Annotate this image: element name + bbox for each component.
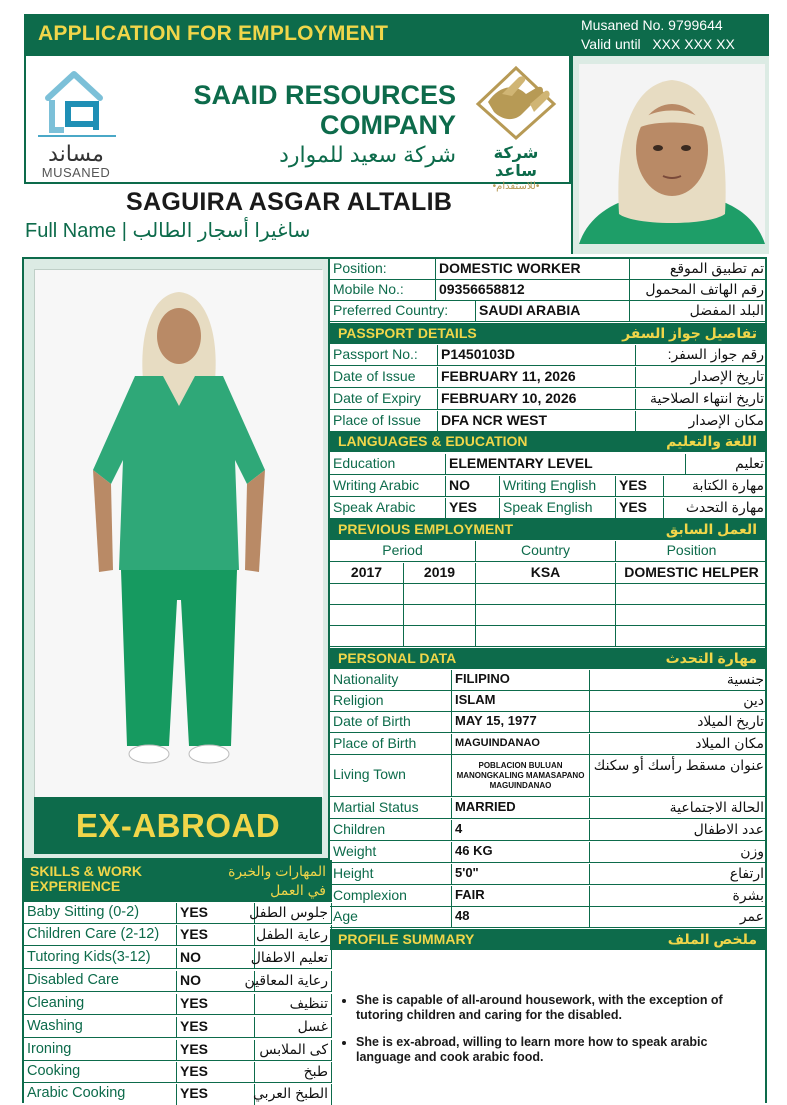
personal-label: Complexion (330, 886, 452, 906)
skill-label-ar: تنظيف (255, 994, 332, 1014)
education-row (330, 454, 767, 475)
saaid-arabic: شركة ساعد (493, 145, 539, 180)
employment-row (330, 563, 767, 584)
personal-value: ISLAM (452, 691, 590, 711)
section-title-ar: تفاصيل جواز السفر (622, 325, 757, 341)
education-label-ar: تعليم (735, 455, 764, 471)
personal-row (330, 734, 767, 755)
personal-row (330, 820, 767, 841)
info-value: 09356658812 (436, 280, 630, 300)
speak-arabic-value: YES (446, 498, 500, 518)
personal-row (330, 864, 767, 885)
skill-value: YES (177, 1040, 255, 1060)
passport-label: Place of Issue (330, 411, 438, 431)
personal-label: Age (330, 907, 452, 927)
company-name (176, 80, 456, 170)
skill-row (24, 903, 332, 924)
skills-section-header (24, 860, 332, 902)
personal-label: Nationality (330, 670, 452, 690)
personal-label-ar: دين (743, 692, 764, 708)
skill-label: Arabic Cooking (24, 1084, 177, 1105)
section-title-ar: العمل السابق (665, 521, 757, 537)
info-value: DOMESTIC WORKER (436, 259, 630, 279)
skill-row (24, 1062, 332, 1083)
speak-label-ar: مهارة التحدث (685, 499, 764, 515)
info-label-ar: البلد المفضل (689, 302, 764, 318)
section-title-ar: المهارات والخبرة في العمل (228, 863, 326, 898)
skill-label-ar: جلوس الطفل (255, 903, 332, 923)
writing-arabic-label: Writing Arabic (330, 476, 446, 496)
musaned-arabic: مساند (48, 141, 104, 166)
saaid-subtitle: •للاستقدام• (492, 181, 540, 192)
passport-row (330, 345, 767, 366)
info-row (330, 301, 767, 322)
personal-label-ar: تاريخ الميلاد (697, 713, 764, 729)
skill-row (24, 948, 332, 969)
info-row (330, 280, 767, 301)
profile-bullet: • She is ex-abroad, willing to learn more how to speak arabic language and cook arabic food. (356, 1035, 760, 1065)
speaking-row (330, 498, 767, 519)
skill-label-ar: كى الملابس (255, 1040, 332, 1060)
living-town-label: Living Town (330, 755, 452, 796)
section-title-ar: اللغة والتعليم (666, 433, 757, 449)
skill-label-ar: رعاية المعاقين (255, 971, 332, 991)
personal-label: Date of Birth (330, 712, 452, 732)
info-label: Position: (330, 259, 436, 279)
section-title: PREVIOUS EMPLOYMENT (338, 521, 514, 537)
skill-value: YES (177, 925, 255, 945)
skill-row (24, 1084, 332, 1105)
living-town-label-ar: عنوان مسقط رأسك أو سكنك (593, 757, 764, 773)
company-name-line1: SAAID RESOURCES (193, 80, 456, 110)
personal-label-ar: بشرة (732, 887, 764, 903)
skill-row (24, 925, 332, 946)
employment-position: DOMESTIC HELPER (624, 564, 759, 580)
info-label: Preferred Country: (330, 301, 476, 321)
company-name-line2: COMPANY (319, 110, 456, 140)
skill-value: YES (177, 903, 255, 923)
info-label: Mobile No.: (330, 280, 436, 300)
personal-value: 46 KG (452, 842, 590, 862)
personal-value: 5'0" (452, 864, 590, 884)
skill-label: Cooking (24, 1062, 177, 1082)
skill-label: Tutoring Kids(3-12) (24, 948, 177, 968)
passport-value: FEBRUARY 10, 2026 (438, 389, 636, 409)
skill-row (24, 1040, 332, 1061)
headshot-frame (571, 56, 769, 254)
skill-row (24, 971, 332, 992)
section-title: PROFILE SUMMARY (338, 931, 475, 947)
header-bar (24, 14, 769, 56)
personal-value: MAY 15, 1977 (452, 712, 590, 732)
passport-value: P1450103D (438, 345, 636, 365)
info-label-ar: تم تطبيق الموقع (669, 260, 764, 276)
personal-value: FILIPINO (452, 670, 590, 690)
personal-label: Martial Status (330, 798, 452, 818)
skill-value: YES (177, 1084, 255, 1105)
applicant-name: SAGUIRA ASGAR ALTALIB (126, 188, 453, 216)
personal-label-ar: مكان الميلاد (695, 735, 764, 751)
section-title: SKILLS & WORK EXPERIENCE (30, 863, 142, 894)
speak-english-label: Speak English (500, 498, 616, 518)
passport-row (330, 411, 767, 432)
writing-label-ar: مهارة الكتابة (692, 477, 764, 493)
personal-row (330, 907, 767, 928)
skill-label-ar: طبخ (255, 1062, 332, 1082)
employment-section-header (330, 519, 765, 540)
headshot-photo (579, 64, 765, 244)
personal-row (330, 712, 767, 733)
skill-row (24, 994, 332, 1015)
profile-summary-list (356, 993, 760, 1077)
writing-arabic-value: NO (446, 476, 500, 496)
personal-row (330, 842, 767, 863)
company-name-arabic: شركة سعيد للموارد (279, 142, 456, 167)
section-title-ar: ملخص الملف (667, 931, 757, 947)
skill-label-ar: الطبخ العربي (255, 1084, 332, 1105)
personal-label: Religion (330, 691, 452, 711)
saaid-logo (472, 64, 560, 192)
passport-label: Passport No.: (330, 345, 438, 365)
personal-row (330, 691, 767, 712)
handshake-icon (472, 64, 560, 140)
passport-label: Date of Issue (330, 367, 438, 387)
skill-label: Washing (24, 1017, 177, 1037)
passport-label: Date of Expiry (330, 389, 438, 409)
period-to: 2019 (404, 563, 476, 583)
full-body-photo (34, 269, 322, 797)
passport-value: DFA NCR WEST (438, 411, 636, 431)
living-town-row (330, 755, 767, 797)
profile-section-header (330, 929, 765, 950)
skills-section (22, 860, 330, 1103)
musaned-house-icon (34, 64, 118, 140)
personal-label: Children (330, 820, 452, 840)
writing-english-value: YES (616, 476, 664, 496)
details-panel (330, 257, 767, 1103)
writing-row (330, 476, 767, 497)
col-country: Country (476, 541, 616, 561)
info-label-ar: رقم الهاتف المحمول (645, 281, 764, 297)
writing-english-label: Writing English (500, 476, 616, 496)
section-title-ar: مهارة التحدث (665, 650, 757, 666)
skill-label: Disabled Care (24, 971, 177, 991)
musaned-number: Musaned No. 9799644 (581, 17, 723, 33)
company-header (24, 56, 571, 192)
skill-label: Children Care (2-12) (24, 925, 177, 945)
employment-row-empty (330, 626, 767, 647)
skill-value: NO (177, 971, 255, 991)
info-value: SAUDI ARABIA (476, 301, 630, 321)
skill-label-ar: تعليم الاطفال (255, 948, 332, 968)
musaned-info (581, 16, 735, 54)
personal-value: 48 (452, 907, 590, 927)
passport-label-ar: تاريخ انتهاء الصلاحية (650, 390, 764, 406)
section-title: PERSONAL DATA (338, 650, 457, 666)
skill-label: Ironing (24, 1040, 177, 1060)
full-name-label: Full Name | ساغيرا أسجار الطالب (25, 220, 311, 242)
personal-value: MARRIED (452, 798, 590, 818)
passport-row (330, 367, 767, 388)
info-row (330, 259, 767, 280)
personal-label-ar: جنسية (726, 671, 764, 687)
personal-value: MAGUINDANAO (452, 734, 590, 754)
skill-row (24, 1017, 332, 1038)
section-title: PASSPORT DETAILS (338, 325, 477, 341)
personal-label-ar: الحالة الاجتماعية (669, 799, 764, 815)
form-title: APPLICATION FOR EMPLOYMENT (38, 22, 389, 45)
musaned-english: MUSANED (41, 165, 111, 180)
skill-label: Cleaning (24, 994, 177, 1014)
personal-label: Place of Birth (330, 734, 452, 754)
skill-label: Baby Sitting (0-2) (24, 903, 177, 923)
skill-label-ar: رعاية الطفل (255, 925, 332, 945)
languages-section-header (330, 431, 765, 452)
passport-value: FEBRUARY 11, 2026 (438, 367, 636, 387)
full-body-panel (22, 257, 330, 860)
personal-value: 4 (452, 820, 590, 840)
speak-arabic-label: Speak Arabic (330, 498, 446, 518)
personal-label-ar: عمر (739, 908, 764, 924)
personal-label-ar: عدد الاطفال (693, 821, 764, 837)
musaned-logo (34, 64, 118, 180)
passport-row (330, 389, 767, 410)
skill-value: YES (177, 1017, 255, 1037)
passport-section-header (330, 323, 765, 344)
personal-row (330, 886, 767, 907)
period-from: 2017 (330, 563, 404, 583)
skill-label-ar: غسل (255, 1017, 332, 1037)
employment-country: KSA (476, 563, 616, 583)
valid-until: Valid until XXX XXX XX (581, 36, 735, 52)
personal-row (330, 798, 767, 819)
personal-section-header (330, 648, 765, 669)
status-badge: EX-ABROAD (34, 797, 322, 854)
personal-value: FAIR (452, 886, 590, 906)
employment-row-empty (330, 605, 767, 626)
personal-label-ar: وزن (740, 843, 764, 859)
personal-label-ar: ارتفاع (729, 865, 764, 881)
education-value: ELEMENTARY LEVEL (446, 454, 686, 474)
section-title: LANGUAGES & EDUCATION (338, 433, 528, 449)
living-town-value: POBLACION BULUAN MANONGKALING MAMASAPANO MAGUINDANAO (452, 755, 590, 796)
passport-label-ar: رقم جواز السفر: (667, 346, 764, 362)
personal-row (330, 670, 767, 691)
skill-value: NO (177, 948, 255, 968)
education-label: Education (330, 454, 446, 474)
passport-label-ar: تاريخ الإصدار (690, 368, 764, 384)
personal-label: Weight (330, 842, 452, 862)
personal-label: Height (330, 864, 452, 884)
employment-row-empty (330, 584, 767, 605)
passport-label-ar: مكان الإصدار (688, 412, 764, 428)
speak-english-value: YES (616, 498, 664, 518)
skill-value: YES (177, 1062, 255, 1082)
employment-header-row (330, 541, 767, 562)
skill-value: YES (177, 994, 255, 1014)
col-position: Position (666, 542, 717, 558)
profile-bullet: • She is capable of all-around housework, with the exception of tutoring children and caring for the disabled. (356, 993, 760, 1023)
col-period: Period (330, 541, 476, 561)
